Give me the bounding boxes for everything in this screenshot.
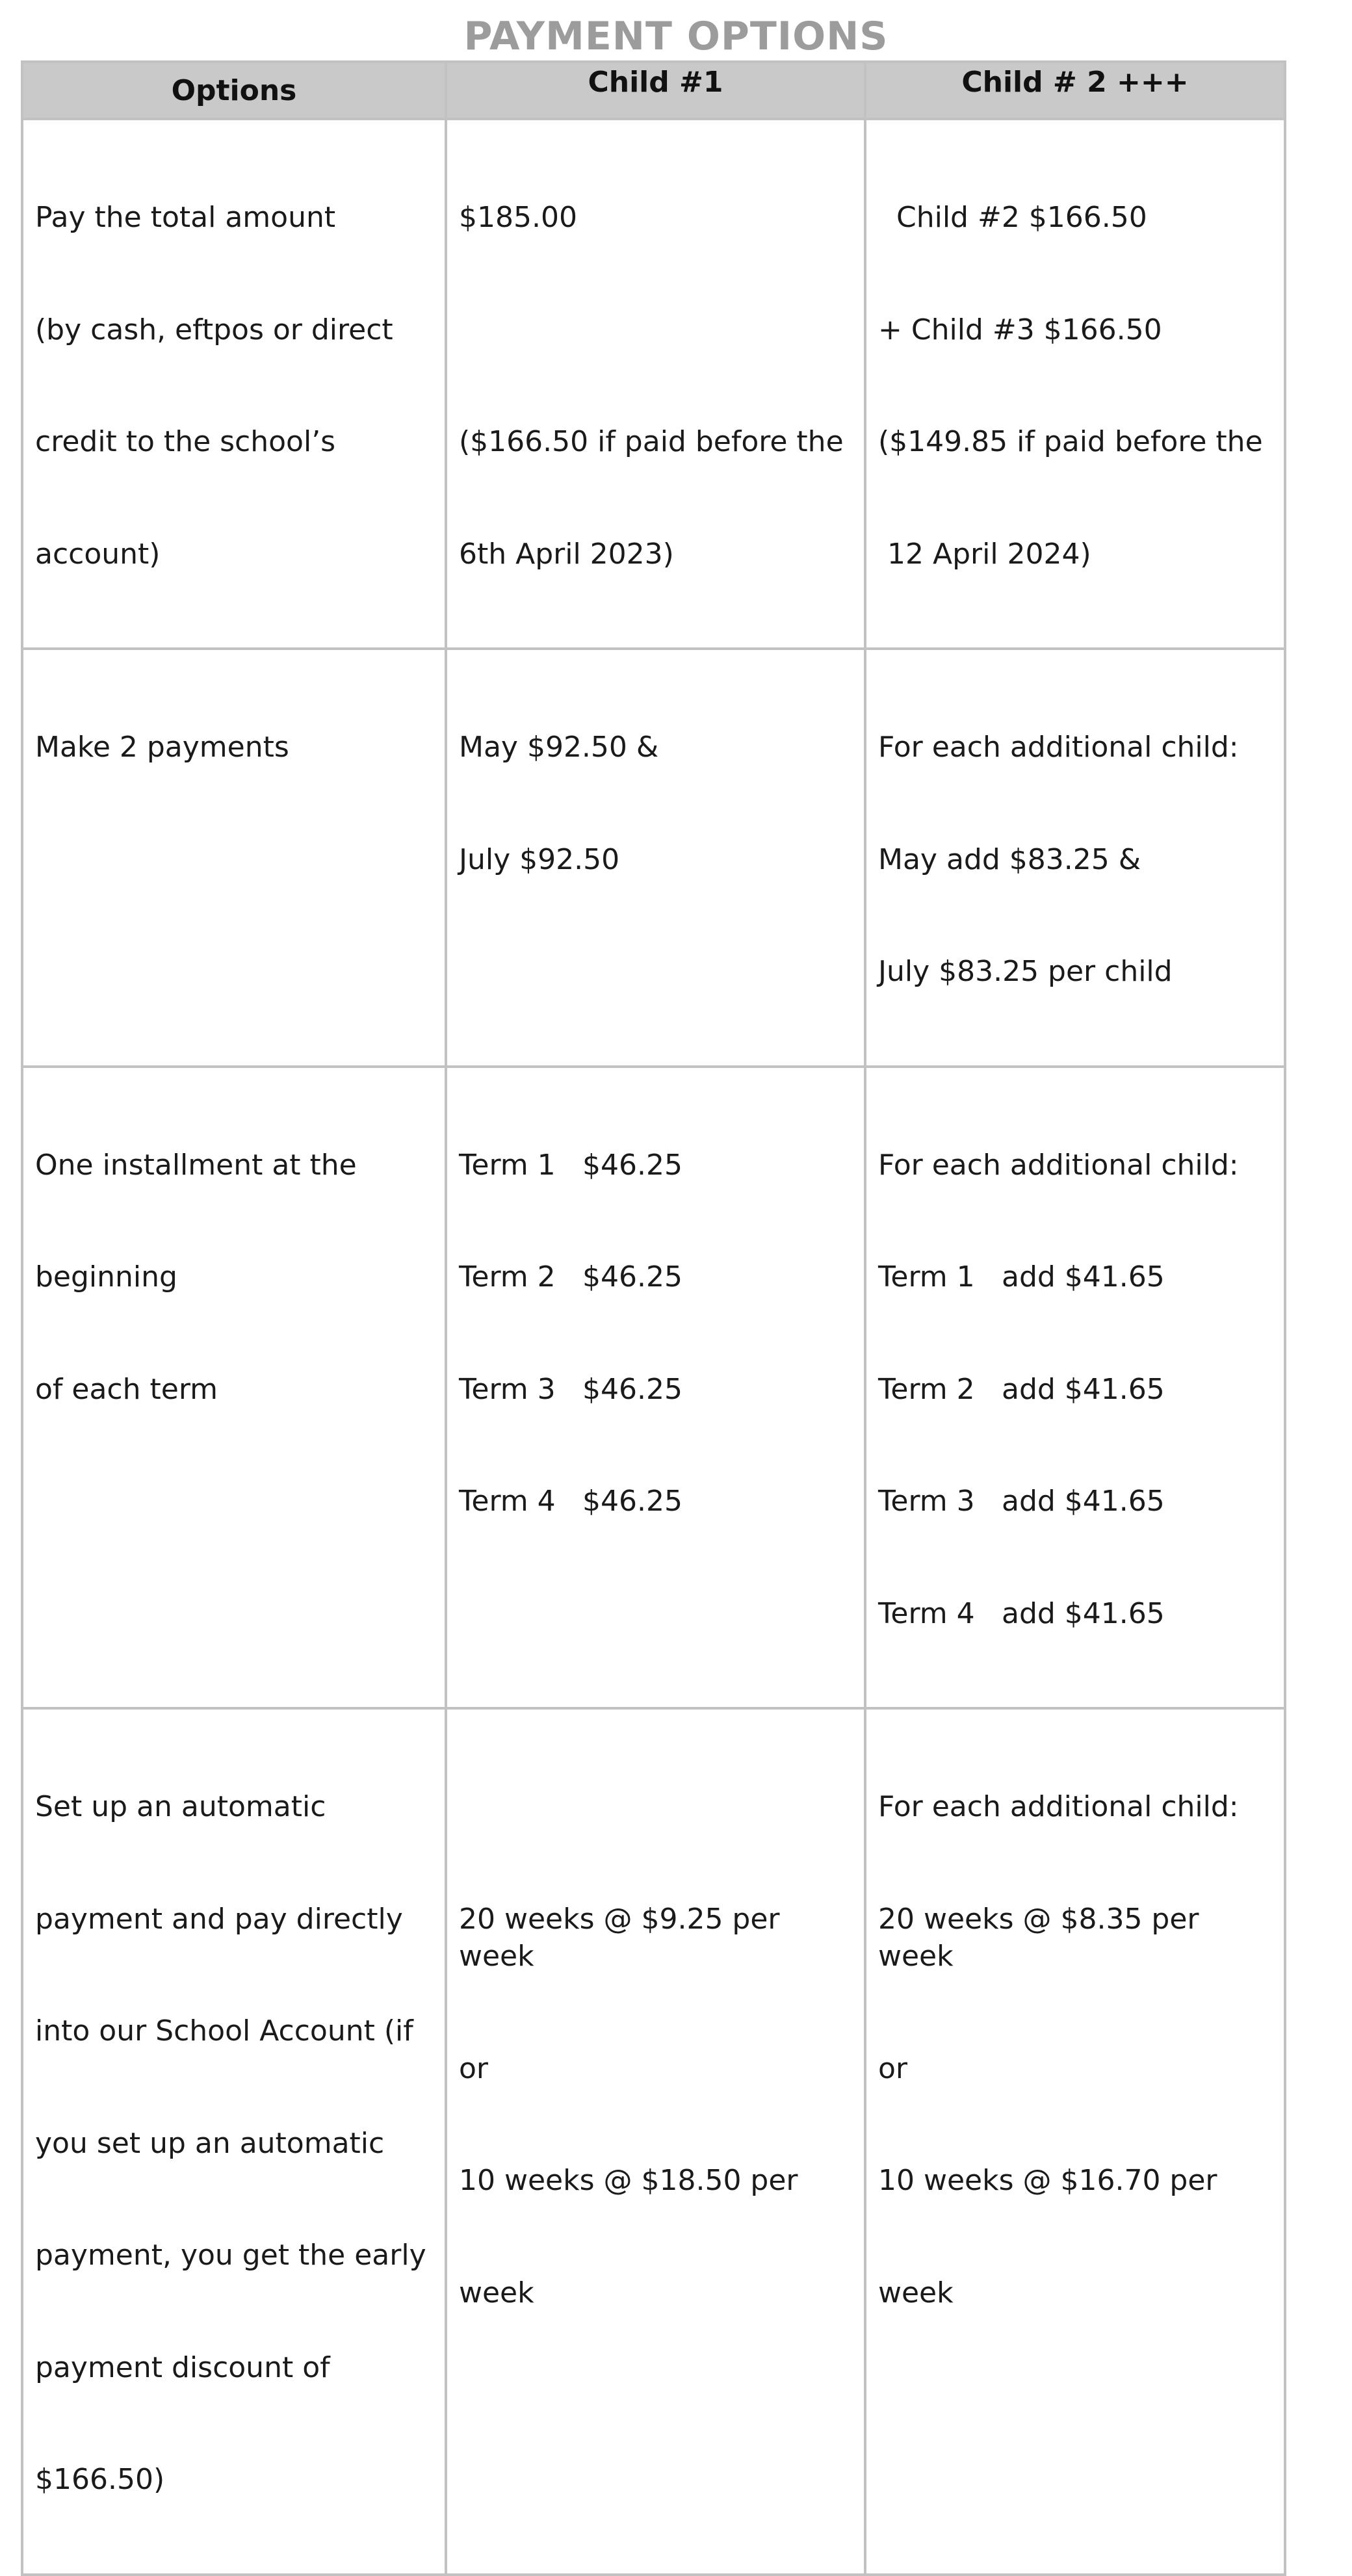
text-line: or xyxy=(459,2051,489,2085)
term-line xyxy=(459,1483,852,1520)
text-line: credit to the school’s xyxy=(35,425,336,458)
table-row-pay-total xyxy=(22,119,1285,649)
text-line: you set up an automatic xyxy=(35,2126,385,2160)
option-cell xyxy=(22,119,446,649)
text-line: account) xyxy=(35,537,161,571)
text-line: Pay the total amount xyxy=(35,201,336,234)
term-amount: $46.25 xyxy=(582,1485,682,1518)
text-line: $185.00 xyxy=(459,201,577,234)
text-line: $166.50) xyxy=(35,2463,165,2496)
term-line xyxy=(878,1595,1272,1633)
text-line xyxy=(459,311,852,349)
term-line xyxy=(459,1147,852,1184)
child1-cell xyxy=(446,1708,865,2575)
term-amount: $46.25 xyxy=(582,1260,682,1294)
term-line xyxy=(878,1371,1272,1409)
term-line xyxy=(459,1371,852,1409)
text-line: One installment at the xyxy=(35,1148,357,1182)
payment-options-table xyxy=(21,60,1286,2576)
child2-cell xyxy=(865,649,1285,1067)
child1-cell xyxy=(446,1067,865,1709)
text-line xyxy=(459,1788,852,1826)
option-cell xyxy=(22,1708,446,2575)
text-line: 20 weeks @ $8.35 per week xyxy=(878,1902,1208,1973)
text-line: Make 2 payments xyxy=(35,731,289,764)
text-line: 10 weeks @ $16.70 per xyxy=(878,2164,1217,2197)
text-line: or xyxy=(878,2051,908,2085)
text-line: May add $83.25 & xyxy=(878,842,1141,876)
text-line: into our School Account (if xyxy=(35,2014,413,2048)
child2-cell xyxy=(865,119,1285,649)
term-label: Term 3 xyxy=(459,1372,556,1406)
header-options: Options xyxy=(22,62,446,119)
term-line xyxy=(878,1258,1272,1296)
text-line: ($149.85 if paid before the xyxy=(878,425,1263,458)
child2-cell xyxy=(865,1708,1285,2575)
text-line: payment, you get the early xyxy=(35,2239,426,2272)
term-amount: add $41.65 xyxy=(1002,1485,1165,1518)
term-amount: $46.25 xyxy=(582,1148,682,1182)
header-child-1: Child #1 xyxy=(446,62,865,119)
text-line: Set up an automatic xyxy=(35,1790,326,1823)
term-line xyxy=(878,1483,1272,1520)
term-amount: add $41.65 xyxy=(1002,1596,1165,1630)
child1-cell xyxy=(446,119,865,649)
text-line: Child #2 $166.50 xyxy=(878,201,1147,234)
term-line xyxy=(459,1258,852,1296)
term-label: Term 3 xyxy=(878,1485,975,1518)
term-label: Term 4 xyxy=(878,1596,975,1630)
term-label: Term 1 xyxy=(878,1260,975,1294)
text-line: For each additional child: xyxy=(878,1790,1239,1823)
term-label: Term 1 xyxy=(459,1148,556,1182)
text-line: payment discount of xyxy=(35,2350,330,2384)
term-label: Term 4 xyxy=(459,1485,556,1518)
term-amount: $46.25 xyxy=(582,1372,682,1406)
text-line: 10 weeks @ $18.50 per xyxy=(459,2164,798,2197)
text-line: (by cash, eftpos or direct xyxy=(35,313,393,346)
term-label: Term 2 xyxy=(459,1260,556,1294)
text-line: week xyxy=(459,2276,534,2309)
text-line: For each additional child: xyxy=(878,1148,1239,1182)
table-row-automatic-payment xyxy=(22,1708,1285,2575)
child2-cell xyxy=(865,1067,1285,1709)
child1-cell xyxy=(446,649,865,1067)
text-line: 6th April 2023) xyxy=(459,537,674,571)
header-row xyxy=(22,62,1285,119)
text-line: beginning xyxy=(35,1260,177,1294)
term-label: Term 2 xyxy=(878,1372,975,1406)
text-line: payment and pay directly xyxy=(35,1902,403,1936)
text-line: 20 weeks @ $9.25 per week xyxy=(459,1902,789,1973)
text-line: of each term xyxy=(35,1372,218,1406)
text-line: July $92.50 xyxy=(459,842,620,876)
text-line: + Child #3 $166.50 xyxy=(878,313,1162,346)
table-row-term-installment xyxy=(22,1067,1285,1709)
text-line: ($166.50 if paid before the xyxy=(459,425,844,458)
text-line: 12 April 2024) xyxy=(878,537,1091,571)
header-child-2: Child # 2 +++ xyxy=(865,62,1285,119)
page-title: PAYMENT OPTIONS xyxy=(463,14,889,59)
option-cell xyxy=(22,1067,446,1709)
text-line: July $83.25 per child xyxy=(878,955,1173,988)
term-amount: add $41.65 xyxy=(1002,1372,1165,1406)
text-line: For each additional child: xyxy=(878,731,1239,764)
option-cell xyxy=(22,649,446,1067)
text-line: May $92.50 & xyxy=(459,731,659,764)
table-row-two-payments xyxy=(22,649,1285,1067)
text-line: week xyxy=(878,2276,954,2309)
term-amount: add $41.65 xyxy=(1002,1260,1165,1294)
